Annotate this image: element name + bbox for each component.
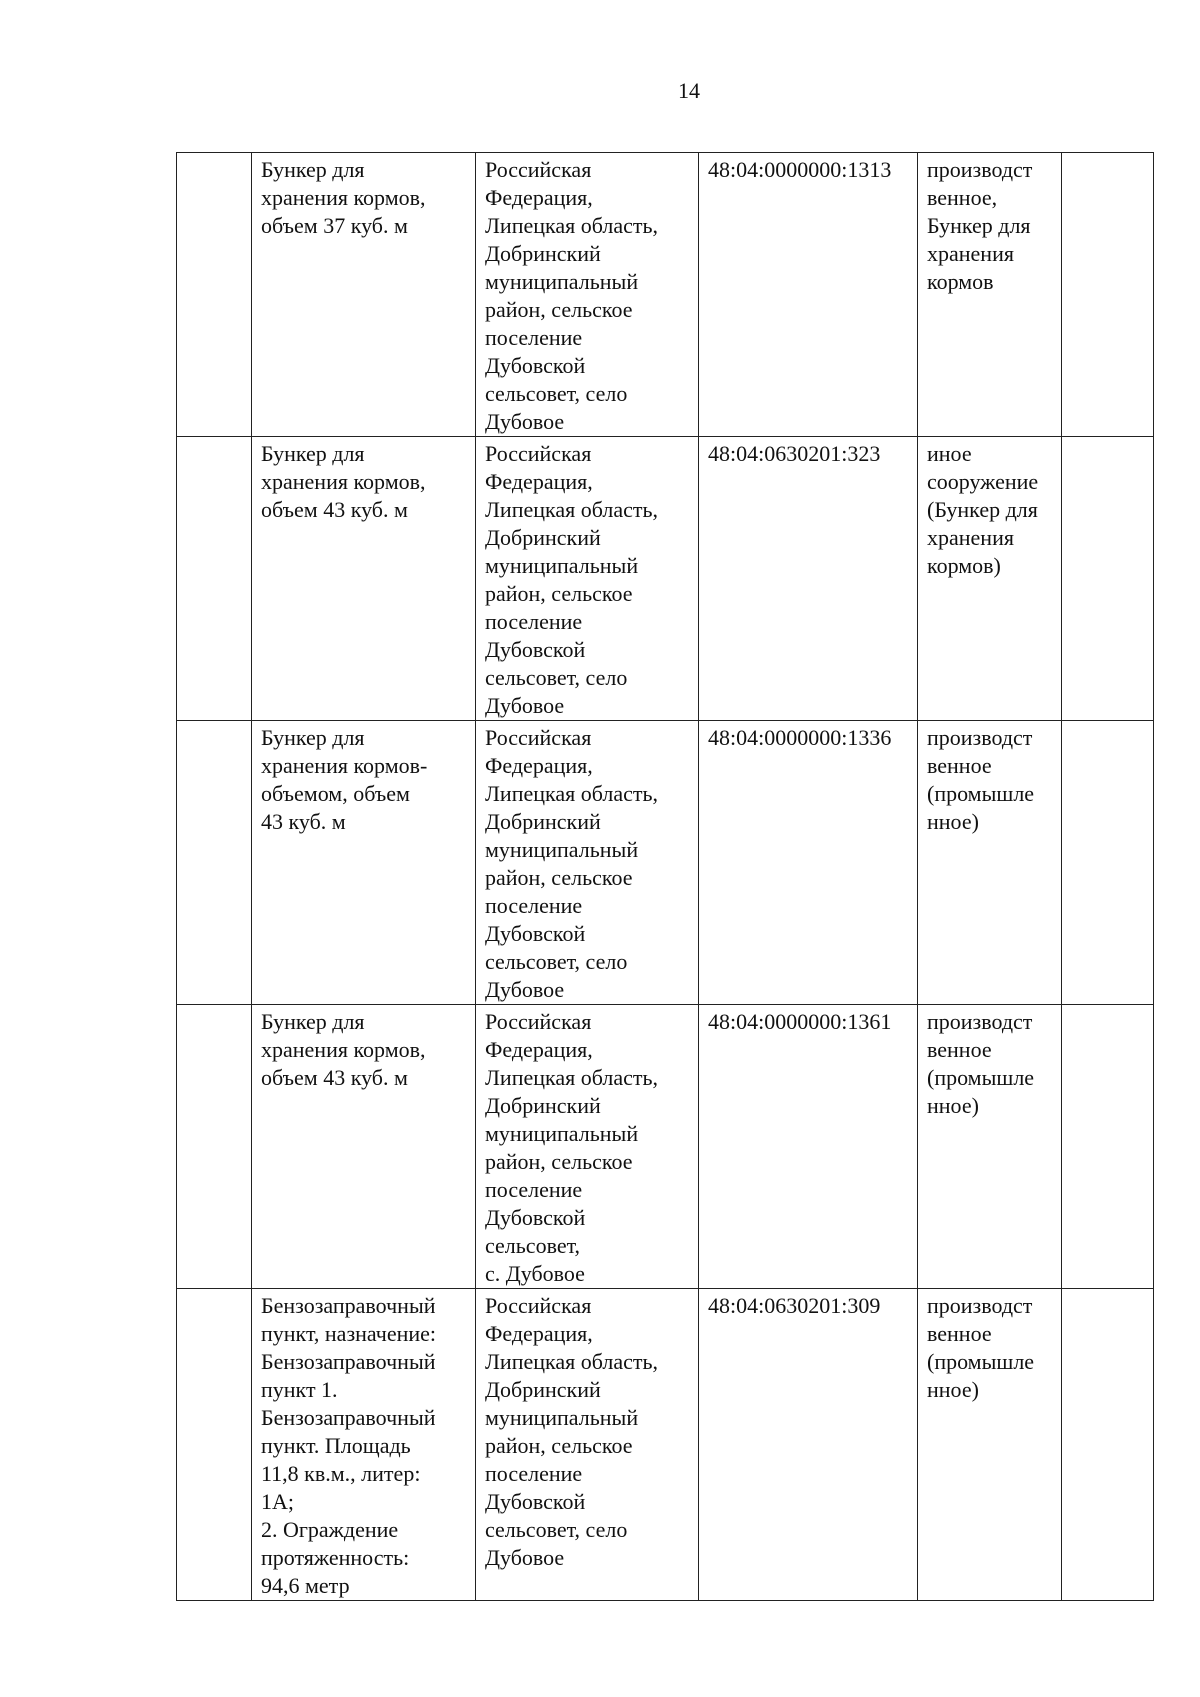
- purpose-line: (промышле: [927, 1349, 1035, 1374]
- address-line: сельсовет,: [485, 1233, 581, 1258]
- object-name-line: Бункер для: [261, 157, 365, 182]
- object-name-line: Бункер для: [261, 1009, 365, 1034]
- address-cell: [476, 1289, 699, 1601]
- object-name-line: хранения кормов-: [261, 753, 428, 778]
- address-line: муниципальный: [485, 1405, 639, 1430]
- cadastral-number-cell: 48:04:0630201:309: [699, 1289, 918, 1601]
- address-line: район, сельское: [485, 1149, 633, 1174]
- object-name-line: 43 куб. м: [261, 809, 346, 834]
- notes-cell: [1062, 1005, 1154, 1289]
- address-line: муниципальный: [485, 553, 639, 578]
- address-cell: [476, 1005, 699, 1289]
- purpose-line: венное,: [927, 185, 998, 210]
- address-line: поселение: [485, 893, 583, 918]
- purpose-line: Бункер для: [927, 213, 1031, 238]
- address-line: Дубовое: [485, 1545, 565, 1570]
- purpose-line: хранения: [927, 241, 1014, 266]
- object-name-cell: [252, 437, 476, 721]
- address-line: Дубовое: [485, 409, 565, 434]
- purpose-cell: [918, 1289, 1062, 1601]
- address-line: сельсовет, село: [485, 1517, 628, 1542]
- purpose-line: венное: [927, 1321, 992, 1346]
- purpose-cell: [918, 1005, 1062, 1289]
- index-cell: [177, 437, 252, 721]
- address-line: поселение: [485, 1461, 583, 1486]
- address-cell: [476, 437, 699, 721]
- object-name-line: объемом, объем: [261, 781, 410, 806]
- table-row: [177, 153, 1154, 437]
- address-line: муниципальный: [485, 837, 639, 862]
- address-line: Дубовской: [485, 1489, 586, 1514]
- address-line: район, сельское: [485, 581, 633, 606]
- address-line: Дубовое: [485, 693, 565, 718]
- object-name-line: 1А;: [261, 1489, 294, 1514]
- object-name-line: 11,8 кв.м., литер:: [261, 1461, 421, 1486]
- object-name-line: протяженность:: [261, 1545, 410, 1570]
- address-line: Российская: [485, 1293, 592, 1318]
- object-name-cell: [252, 721, 476, 1005]
- purpose-cell: [918, 437, 1062, 721]
- object-name-line: Бензозаправочный: [261, 1293, 436, 1318]
- purpose-line: хранения: [927, 525, 1014, 550]
- purpose-line: венное: [927, 1037, 992, 1062]
- object-name-line: хранения кормов,: [261, 185, 426, 210]
- object-name-line: объем 43 куб. м: [261, 1065, 408, 1090]
- purpose-line: (промышле: [927, 1065, 1035, 1090]
- object-name-line: хранения кормов,: [261, 1037, 426, 1062]
- purpose-line: (Бункер для: [927, 497, 1038, 522]
- address-line: Липецкая область,: [485, 1065, 659, 1090]
- purpose-line: кормов: [927, 269, 994, 294]
- purpose-line: нное): [927, 809, 979, 834]
- purpose-line: венное: [927, 753, 992, 778]
- address-line: Липецкая область,: [485, 497, 659, 522]
- address-line: Российская: [485, 1009, 592, 1034]
- address-line: Липецкая область,: [485, 781, 659, 806]
- address-line: Федерация,: [485, 185, 593, 210]
- cadastral-number-cell: 48:04:0000000:1361: [699, 1005, 918, 1289]
- address-line: Федерация,: [485, 469, 593, 494]
- object-name-line: 94,6 метр: [261, 1573, 350, 1598]
- object-name-line: Бензозаправочный: [261, 1405, 436, 1430]
- object-name-line: Бензозаправочный: [261, 1349, 436, 1374]
- address-line: Российская: [485, 725, 592, 750]
- address-line: Федерация,: [485, 1321, 593, 1346]
- cadastral-number-cell: 48:04:0000000:1336: [699, 721, 918, 1005]
- table-row: [177, 1005, 1154, 1289]
- purpose-cell: [918, 153, 1062, 437]
- object-name-line: пункт, назначение:: [261, 1321, 437, 1346]
- purpose-line: кормов): [927, 553, 1001, 578]
- object-name-line: пункт. Площадь: [261, 1433, 411, 1458]
- address-line: Федерация,: [485, 1037, 593, 1062]
- address-line: Добринский: [485, 1093, 601, 1118]
- notes-cell: [1062, 1289, 1154, 1601]
- notes-cell: [1062, 437, 1154, 721]
- object-name-line: хранения кормов,: [261, 469, 426, 494]
- purpose-line: производст: [927, 1293, 1033, 1318]
- cadastral-number-cell: 48:04:0000000:1313: [699, 153, 918, 437]
- address-line: Липецкая область,: [485, 213, 659, 238]
- index-cell: [177, 153, 252, 437]
- address-line: Дубовое: [485, 977, 565, 1002]
- address-line: Добринский: [485, 1377, 601, 1402]
- address-line: Дубовской: [485, 1205, 586, 1230]
- purpose-line: производст: [927, 157, 1033, 182]
- purpose-line: сооружение: [927, 469, 1039, 494]
- index-cell: [177, 1289, 252, 1601]
- purpose-line: (промышле: [927, 781, 1035, 806]
- address-line: Федерация,: [485, 753, 593, 778]
- address-line: Липецкая область,: [485, 1349, 659, 1374]
- address-line: муниципальный: [485, 1121, 639, 1146]
- address-cell: [476, 721, 699, 1005]
- index-cell: [177, 721, 252, 1005]
- object-name-cell: [252, 1005, 476, 1289]
- address-line: Добринский: [485, 525, 601, 550]
- index-cell: [177, 1005, 252, 1289]
- table-row: [177, 1289, 1154, 1601]
- address-line: район, сельское: [485, 1433, 633, 1458]
- address-line: муниципальный: [485, 269, 639, 294]
- address-line: поселение: [485, 1177, 583, 1202]
- purpose-line: производст: [927, 1009, 1033, 1034]
- object-name-line: Бункер для: [261, 725, 365, 750]
- address-line: Российская: [485, 441, 592, 466]
- object-name-line: Бункер для: [261, 441, 365, 466]
- object-name-line: объем 43 куб. м: [261, 497, 408, 522]
- purpose-cell: [918, 721, 1062, 1005]
- address-line: район, сельское: [485, 865, 633, 890]
- address-line: сельсовет, село: [485, 665, 628, 690]
- cadastral-number-cell: 48:04:0630201:323: [699, 437, 918, 721]
- purpose-line: нное): [927, 1093, 979, 1118]
- address-line: с. Дубовое: [485, 1261, 585, 1286]
- address-line: сельсовет, село: [485, 949, 628, 974]
- address-line: сельсовет, село: [485, 381, 628, 406]
- purpose-line: иное: [927, 441, 972, 466]
- page-number: 14: [678, 78, 700, 103]
- purpose-line: нное): [927, 1377, 979, 1402]
- object-name-line: 2. Ограждение: [261, 1517, 399, 1542]
- property-registry-table: [176, 152, 1154, 1601]
- address-line: поселение: [485, 325, 583, 350]
- object-name-line: пункт 1.: [261, 1377, 338, 1402]
- address-line: Дубовской: [485, 353, 586, 378]
- table-row: [177, 437, 1154, 721]
- purpose-line: производст: [927, 725, 1033, 750]
- address-cell: [476, 153, 699, 437]
- notes-cell: [1062, 153, 1154, 437]
- address-line: Добринский: [485, 809, 601, 834]
- object-name-cell: [252, 153, 476, 437]
- address-line: район, сельское: [485, 297, 633, 322]
- address-line: Российская: [485, 157, 592, 182]
- address-line: Дубовской: [485, 921, 586, 946]
- address-line: Дубовской: [485, 637, 586, 662]
- address-line: Добринский: [485, 241, 601, 266]
- address-line: поселение: [485, 609, 583, 634]
- object-name-line: объем 37 куб. м: [261, 213, 408, 238]
- table-row: [177, 721, 1154, 1005]
- object-name-cell: [252, 1289, 476, 1601]
- notes-cell: [1062, 721, 1154, 1005]
